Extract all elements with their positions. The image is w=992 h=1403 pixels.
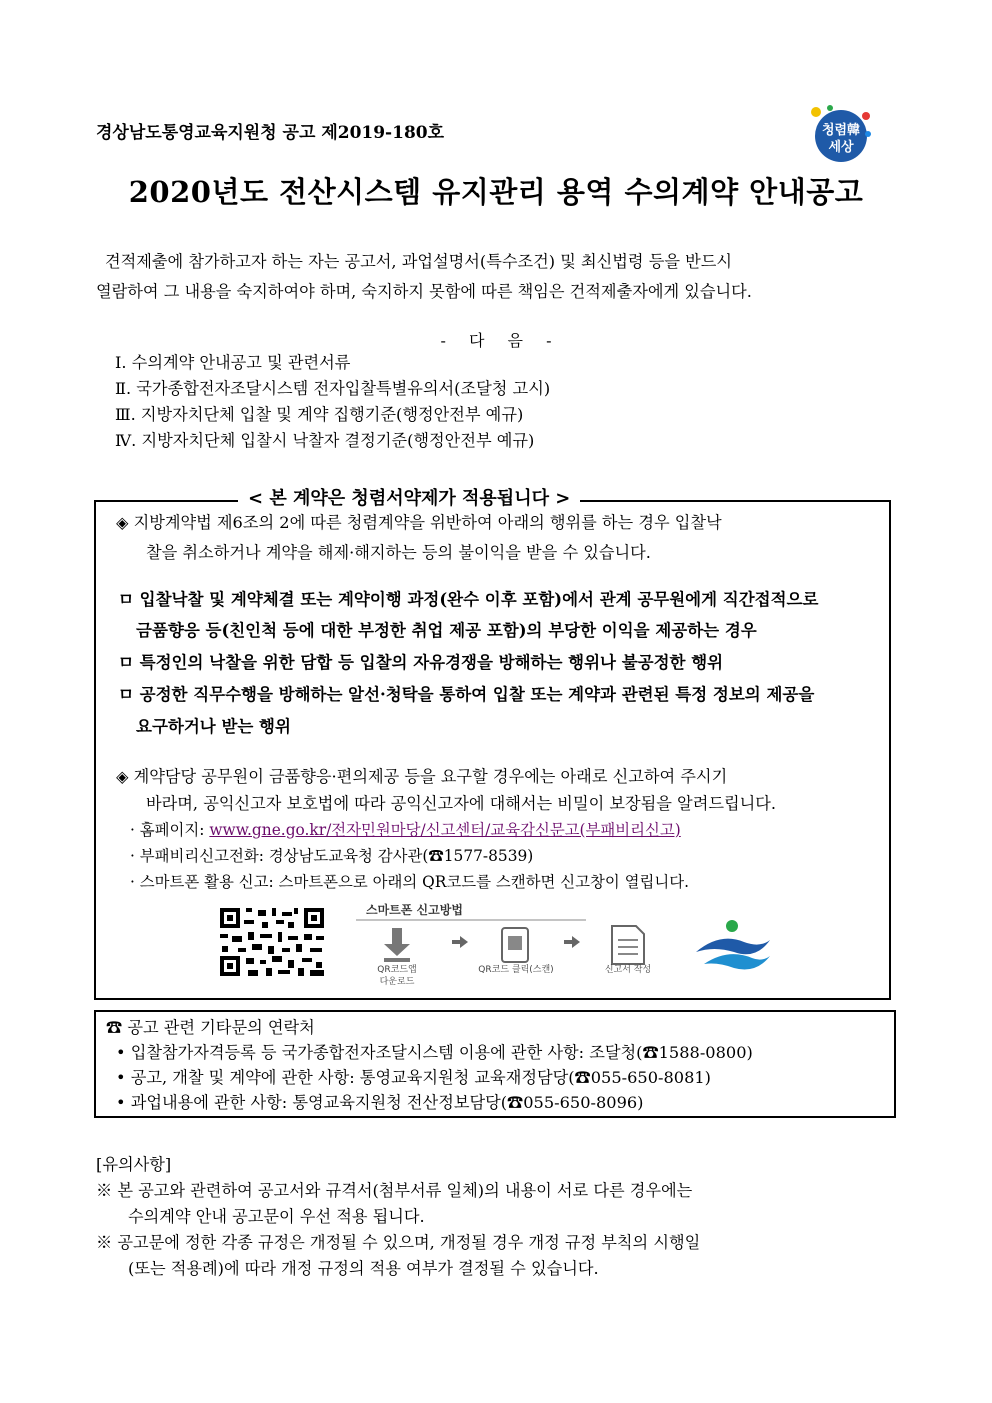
report-homepage-link[interactable]: www.gne.go.kr/전자민원마당/신고센터/교육감신문고(부패비리신고) bbox=[209, 821, 681, 839]
list-item: Ⅱ. 국가종합전자조달시스템 전자입찰특별유의서(조달청 고시) bbox=[115, 379, 551, 398]
step-2-label: QR코드 클릭(스캔) bbox=[478, 965, 554, 975]
integrity-para-1-line-2: 찰을 취소하거나 계약을 해제·해지하는 등의 불이익을 받을 수 있습니다. bbox=[146, 543, 651, 562]
qr-code-icon[interactable] bbox=[218, 906, 326, 978]
intro-paragraph bbox=[96, 247, 896, 307]
list-item: Ⅳ. 지방자치단체 입찰시 낙찰자 결정기준(행정안전부 예규) bbox=[115, 431, 535, 450]
contact-item: • 과업내용에 관한 사항: 통영교육지원청 전산정보담당(☎055-650-8096) bbox=[116, 1093, 644, 1112]
contact-item: • 입찰참가자격등록 등 국가종합전자조달시스템 이용에 관한 사항: 조달청(☎1588-0800) bbox=[116, 1043, 753, 1062]
page-title: 2020년도 전산시스템 유지관리 용역 수의계약 안내공고 bbox=[128, 175, 864, 209]
violation-item: ㅁ 공정한 직무수행을 방해하는 알선·청탁을 통하여 입찰 또는 계약과 관련된 특정 정보의 제공을 bbox=[118, 685, 815, 704]
emblem-icon bbox=[690, 918, 774, 974]
notice-number: 경상남도통영교육지원청 공고 제2019-180호 bbox=[96, 123, 445, 143]
report-phone-line: · 부패비리신고전화: 경상남도교육청 감사관(☎1577-8539) bbox=[130, 847, 534, 865]
violation-item-cont: 금품향응 등(친인척 등에 대한 부정한 취업 제공 포함)의 부당한 이익을 제공하는 경우 bbox=[136, 621, 757, 640]
section-separator: - 다 음 - bbox=[440, 331, 552, 350]
step-1-label-b: 다운로드 bbox=[379, 977, 415, 987]
contact-item: • 공고, 개찰 및 계약에 관한 사항: 통영교육지원청 교육재정담당(☎055-650-8081) bbox=[116, 1068, 711, 1087]
homepage-label: · 홈페이지: bbox=[130, 821, 210, 839]
arrow-right-icon bbox=[452, 936, 468, 948]
document-icon bbox=[612, 926, 644, 964]
logo-text-1: 청렴韓 bbox=[821, 123, 861, 138]
integrity-box-title: < 본 계약은 청렴서약제가 적용됩니다 > bbox=[238, 484, 580, 510]
steps-title: 스마트폰 신고방법 bbox=[366, 903, 463, 917]
cautions-heading: [유의사항] bbox=[96, 1155, 172, 1174]
smartphone-report-line: · 스마트폰 활용 신고: 스마트폰으로 아래의 QR코드를 스캔하면 신고창이 열립니다. bbox=[130, 873, 689, 891]
document-list bbox=[115, 350, 550, 454]
integrity-logo-icon bbox=[808, 104, 874, 166]
phone-scan-icon bbox=[502, 928, 528, 962]
caution-line: ※ 공고문에 정한 각종 규정은 개정될 수 있으며, 개정될 경우 개정 규정 부칙의 시행일 bbox=[96, 1233, 701, 1252]
intro-line-2: 열람하여 그 내용을 숙지하여야 하며, 숙지하지 못함에 따른 책임은 건적제출자에게 있습니다. bbox=[96, 282, 752, 301]
violation-item: ㅁ 입찰낙찰 및 계약체결 또는 계약이행 과정(완수 이후 포함)에서 관계 공무원에게 직간접적으로 bbox=[118, 590, 819, 609]
intro-line-1: 견적제출에 참가하고자 하는 자는 공고서, 과업설명서(특수조건) 및 최신법령 등을 반드시 bbox=[105, 252, 733, 271]
list-item: Ⅲ. 지방자치단체 입찰 및 계약 집행기준(행정안전부 예규) bbox=[115, 405, 524, 424]
violation-item-cont: 요구하거나 받는 행위 bbox=[136, 717, 291, 736]
logo-text-2: 세상 bbox=[828, 140, 854, 155]
homepage-line bbox=[130, 818, 681, 842]
step-1-label-a: QR코드앱 bbox=[377, 965, 417, 975]
smartphone-report-steps bbox=[356, 900, 676, 990]
integrity-para-1-line-1: ◈ 지방계약법 제6조의 2에 따른 청렴계약을 위반하여 아래의 행위를 하는 경우 입찰낙 bbox=[116, 513, 722, 532]
step-3-label: 신고서 작성 bbox=[604, 965, 652, 975]
contact-heading: ☎ 공고 관련 기타문의 연락처 bbox=[106, 1018, 315, 1037]
caution-line: (또는 적용례)에 따라 개정 규정의 적용 여부가 결정될 수 있습니다. bbox=[128, 1259, 599, 1278]
download-icon bbox=[384, 928, 410, 962]
caution-line: ※ 본 공고와 관련하여 공고서와 규격서(첨부서류 일체)의 내용이 서로 다른 경우에는 bbox=[96, 1181, 693, 1200]
integrity-para-2-line-1: ◈ 계약담당 공무원이 금품향응·편의제공 등을 요구할 경우에는 아래로 신고하여 주시기 bbox=[116, 767, 728, 786]
integrity-para-2-line-2: 바라며, 공익신고자 보호법에 따라 공익신고자에 대해서는 비밀이 보장됨을 알려드립니다. bbox=[146, 794, 777, 813]
violation-item: ㅁ 특정인의 낙찰을 위한 담합 등 입찰의 자유경쟁을 방해하는 행위나 불공정한 행위 bbox=[118, 653, 724, 672]
list-item: Ⅰ. 수의계약 안내공고 및 관련서류 bbox=[115, 353, 351, 372]
caution-line: 수의계약 안내 공고문이 우선 적용 됩니다. bbox=[128, 1207, 425, 1226]
cautions-section bbox=[96, 1152, 700, 1282]
arrow-right-icon bbox=[564, 936, 580, 948]
